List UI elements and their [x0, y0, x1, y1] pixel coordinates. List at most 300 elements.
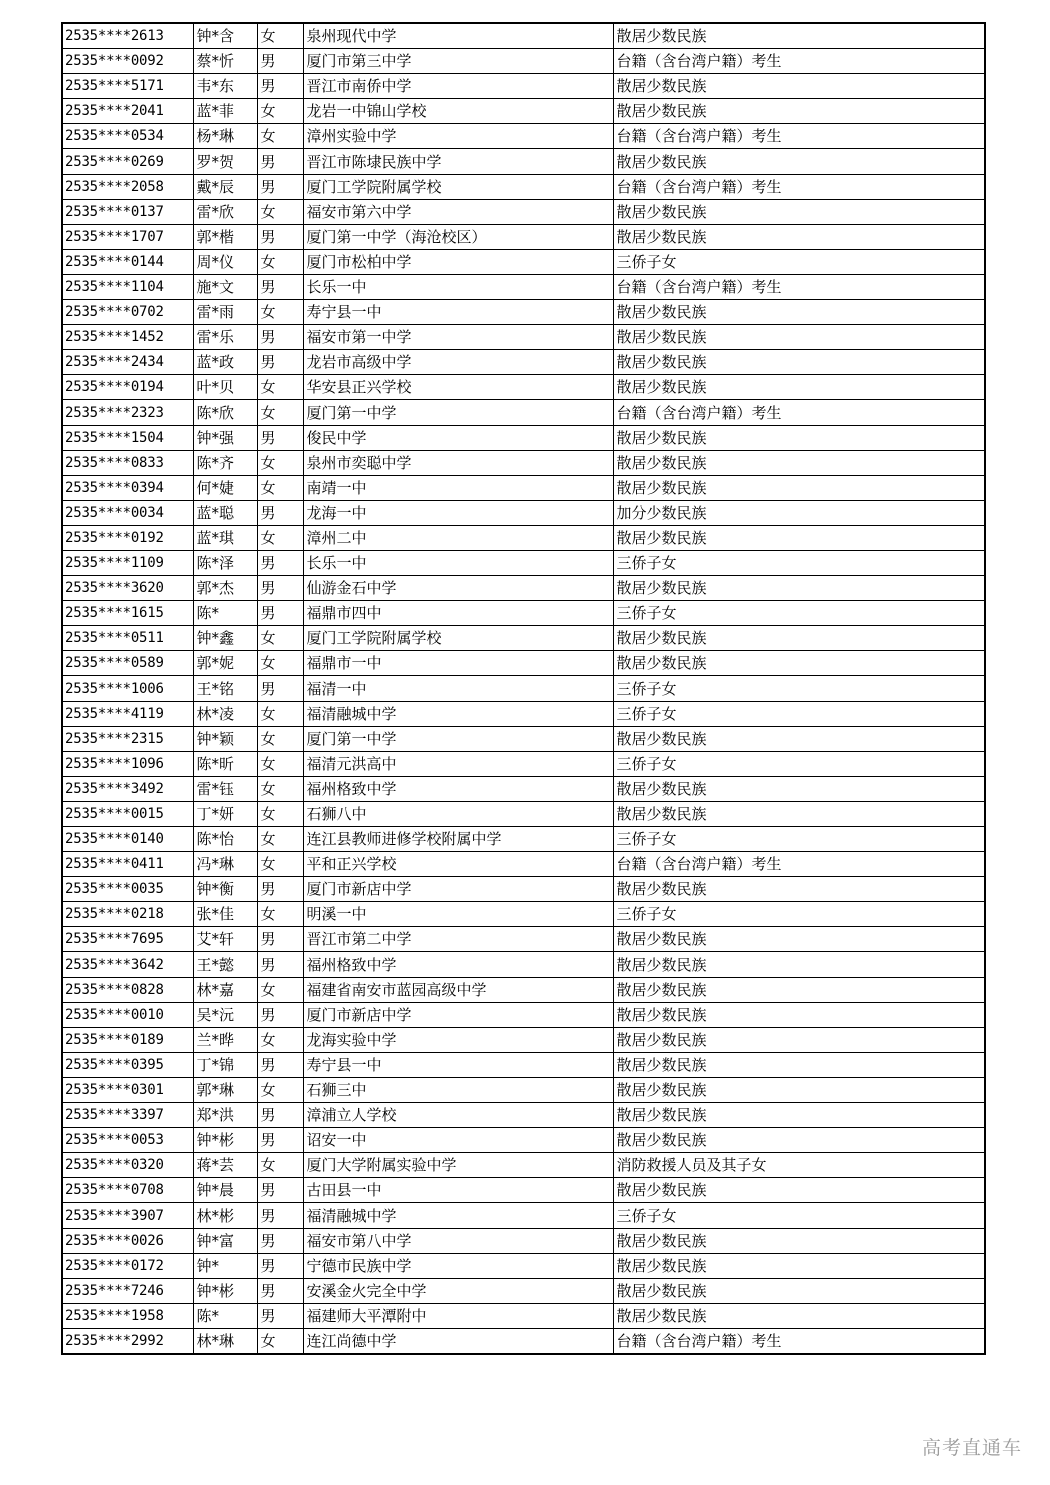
candidate-category: 散居少数民族	[613, 1278, 985, 1303]
candidate-gender: 女	[257, 124, 303, 149]
table-row	[62, 124, 985, 149]
candidate-name: 陈*欣	[193, 400, 257, 425]
table-row	[62, 1203, 985, 1228]
candidate-school: 厦门市松柏中学	[303, 249, 613, 274]
candidate-gender: 女	[257, 801, 303, 826]
candidate-name: 王*懿	[193, 952, 257, 977]
candidate-school: 福清融城中学	[303, 1203, 613, 1228]
candidate-school: 石狮三中	[303, 1077, 613, 1102]
candidate-school: 明溪一中	[303, 902, 613, 927]
table-row	[62, 325, 985, 350]
candidate-name: 林*嘉	[193, 977, 257, 1002]
candidate-school: 福清一中	[303, 676, 613, 701]
candidate-id: 2535****2058	[62, 174, 193, 199]
candidate-gender: 男	[257, 1103, 303, 1128]
table-row	[62, 1002, 985, 1027]
table-row	[62, 877, 985, 902]
table-row	[62, 1128, 985, 1153]
candidate-category: 散居少数民族	[613, 350, 985, 375]
candidate-name: 郑*洪	[193, 1103, 257, 1128]
candidate-gender: 男	[257, 601, 303, 626]
candidate-name: 艾*轩	[193, 927, 257, 952]
candidate-gender: 女	[257, 450, 303, 475]
candidate-school: 连江县教师进修学校附属中学	[303, 827, 613, 852]
candidate-gender: 男	[257, 1002, 303, 1027]
candidate-school: 福州格致中学	[303, 776, 613, 801]
table-row	[62, 1253, 985, 1278]
candidate-name: 陈*齐	[193, 450, 257, 475]
candidate-name: 张*佳	[193, 902, 257, 927]
candidate-gender: 女	[257, 726, 303, 751]
candidate-id: 2535****1707	[62, 224, 193, 249]
table-row	[62, 726, 985, 751]
candidate-id: 2535****0172	[62, 1253, 193, 1278]
candidate-id: 2535****0140	[62, 827, 193, 852]
candidate-school: 厦门第一中学（海沧校区）	[303, 224, 613, 249]
candidate-category: 台籍（含台湾户籍）考生	[613, 174, 985, 199]
candidate-gender: 男	[257, 174, 303, 199]
candidate-category: 散居少数民族	[613, 300, 985, 325]
candidate-id: 2535****0589	[62, 651, 193, 676]
candidate-category: 散居少数民族	[613, 1052, 985, 1077]
candidate-id: 2535****3620	[62, 576, 193, 601]
candidate-id: 2535****0035	[62, 877, 193, 902]
candidate-school: 厦门市第三中学	[303, 49, 613, 74]
candidate-gender: 男	[257, 1253, 303, 1278]
table-row	[62, 1077, 985, 1102]
candidate-school: 长乐一中	[303, 550, 613, 575]
candidate-name: 郭*妮	[193, 651, 257, 676]
candidate-school: 龙海实验中学	[303, 1027, 613, 1052]
table-row	[62, 1228, 985, 1253]
candidate-school: 厦门工学院附属学校	[303, 626, 613, 651]
candidate-category: 散居少数民族	[613, 525, 985, 550]
table-row	[62, 776, 985, 801]
candidate-id: 2535****0320	[62, 1153, 193, 1178]
candidate-category: 散居少数民族	[613, 927, 985, 952]
candidate-gender: 女	[257, 99, 303, 124]
candidate-gender: 女	[257, 249, 303, 274]
candidate-category: 散居少数民族	[613, 977, 985, 1002]
candidate-name: 蒋*芸	[193, 1153, 257, 1178]
table-row	[62, 601, 985, 626]
candidate-gender: 男	[257, 676, 303, 701]
candidate-school: 宁德市民族中学	[303, 1253, 613, 1278]
table-row	[62, 274, 985, 299]
candidate-gender: 男	[257, 877, 303, 902]
candidate-id: 2535****2992	[62, 1328, 193, 1354]
candidate-category: 散居少数民族	[613, 1002, 985, 1027]
candidate-school: 俊民中学	[303, 425, 613, 450]
candidate-id: 2535****0194	[62, 375, 193, 400]
candidate-school: 厦门大学附属实验中学	[303, 1153, 613, 1178]
table-row	[62, 1052, 985, 1077]
candidate-gender: 女	[257, 1027, 303, 1052]
candidate-gender: 男	[257, 1178, 303, 1203]
candidate-id: 2535****0301	[62, 1077, 193, 1102]
candidate-category: 三侨子女	[613, 676, 985, 701]
candidate-category: 三侨子女	[613, 1203, 985, 1228]
candidate-name: 雷*欣	[193, 199, 257, 224]
candidate-category: 台籍（含台湾户籍）考生	[613, 852, 985, 877]
candidate-name: 林*琳	[193, 1328, 257, 1354]
candidate-category: 散居少数民族	[613, 776, 985, 801]
candidate-gender: 女	[257, 300, 303, 325]
candidate-name: 蓝*聪	[193, 500, 257, 525]
candidate-category: 散居少数民族	[613, 149, 985, 174]
table-row	[62, 199, 985, 224]
candidate-gender: 男	[257, 500, 303, 525]
candidate-id: 2535****3642	[62, 952, 193, 977]
candidate-id: 2535****2315	[62, 726, 193, 751]
candidate-id: 2535****0828	[62, 977, 193, 1002]
candidate-category: 散居少数民族	[613, 651, 985, 676]
candidate-id: 2535****0010	[62, 1002, 193, 1027]
table-row	[62, 23, 985, 49]
candidate-id: 2535****0708	[62, 1178, 193, 1203]
candidate-id: 2535****0395	[62, 1052, 193, 1077]
candidate-school: 诏安一中	[303, 1128, 613, 1153]
candidate-id: 2535****0534	[62, 124, 193, 149]
candidate-gender: 女	[257, 751, 303, 776]
candidate-category: 三侨子女	[613, 601, 985, 626]
candidate-school: 安溪金火完全中学	[303, 1278, 613, 1303]
candidate-school: 福鼎市一中	[303, 651, 613, 676]
candidate-name: 雷*钰	[193, 776, 257, 801]
candidate-name: 兰*晔	[193, 1027, 257, 1052]
candidate-gender: 男	[257, 74, 303, 99]
candidate-gender: 男	[257, 325, 303, 350]
candidate-school: 长乐一中	[303, 274, 613, 299]
candidate-name: 林*彬	[193, 1203, 257, 1228]
candidate-school: 晋江市南侨中学	[303, 74, 613, 99]
candidate-gender: 男	[257, 1228, 303, 1253]
candidate-school: 漳州二中	[303, 525, 613, 550]
candidate-name: 蓝*琪	[193, 525, 257, 550]
candidate-name: 蓝*菲	[193, 99, 257, 124]
candidate-category: 台籍（含台湾户籍）考生	[613, 274, 985, 299]
candidate-name: 陈*	[193, 601, 257, 626]
candidate-name: 陈*怡	[193, 827, 257, 852]
candidate-id: 2535****0034	[62, 500, 193, 525]
candidate-category: 散居少数民族	[613, 1253, 985, 1278]
candidate-table	[61, 22, 986, 1355]
table-row	[62, 1303, 985, 1328]
candidate-id: 2535****0833	[62, 450, 193, 475]
table-row	[62, 701, 985, 726]
candidate-school: 古田县一中	[303, 1178, 613, 1203]
candidate-gender: 男	[257, 149, 303, 174]
candidate-id: 2535****4119	[62, 701, 193, 726]
candidate-id: 2535****1958	[62, 1303, 193, 1328]
candidate-id: 2535****0411	[62, 852, 193, 877]
candidate-category: 三侨子女	[613, 249, 985, 274]
candidate-category: 散居少数民族	[613, 1027, 985, 1052]
candidate-school: 厦门第一中学	[303, 726, 613, 751]
candidate-category: 散居少数民族	[613, 450, 985, 475]
candidate-category: 消防救援人员及其子女	[613, 1153, 985, 1178]
table-row	[62, 224, 985, 249]
candidate-gender: 女	[257, 902, 303, 927]
candidate-name: 钟*晨	[193, 1178, 257, 1203]
candidate-school: 龙岩市高级中学	[303, 350, 613, 375]
candidate-gender: 男	[257, 350, 303, 375]
candidate-gender: 男	[257, 952, 303, 977]
table-row	[62, 400, 985, 425]
candidate-category: 台籍（含台湾户籍）考生	[613, 400, 985, 425]
candidate-id: 2535****0144	[62, 249, 193, 274]
candidate-name: 钟*	[193, 1253, 257, 1278]
candidate-gender: 女	[257, 375, 303, 400]
candidate-category: 台籍（含台湾户籍）考生	[613, 49, 985, 74]
candidate-school: 厦门第一中学	[303, 400, 613, 425]
candidate-gender: 男	[257, 49, 303, 74]
candidate-category: 散居少数民族	[613, 877, 985, 902]
candidate-category: 散居少数民族	[613, 375, 985, 400]
candidate-id: 2535****1109	[62, 550, 193, 575]
table-row	[62, 651, 985, 676]
candidate-id: 2535****0015	[62, 801, 193, 826]
table-row	[62, 550, 985, 575]
candidate-school: 仙游金石中学	[303, 576, 613, 601]
candidate-gender: 女	[257, 701, 303, 726]
table-row	[62, 1103, 985, 1128]
table-row	[62, 1153, 985, 1178]
candidate-school: 福清融城中学	[303, 701, 613, 726]
candidate-name: 蔡*忻	[193, 49, 257, 74]
candidate-category: 散居少数民族	[613, 576, 985, 601]
candidate-name: 陈*泽	[193, 550, 257, 575]
candidate-name: 施*文	[193, 274, 257, 299]
candidate-category: 三侨子女	[613, 827, 985, 852]
table-row	[62, 852, 985, 877]
candidate-school: 福清元洪高中	[303, 751, 613, 776]
candidate-gender: 女	[257, 475, 303, 500]
candidate-name: 郭*楷	[193, 224, 257, 249]
table-row	[62, 751, 985, 776]
candidate-school: 厦门市新店中学	[303, 1002, 613, 1027]
candidate-gender: 男	[257, 425, 303, 450]
candidate-id: 2535****3907	[62, 1203, 193, 1228]
table-row	[62, 174, 985, 199]
candidate-category: 散居少数民族	[613, 1077, 985, 1102]
candidate-gender: 男	[257, 1303, 303, 1328]
candidate-school: 南靖一中	[303, 475, 613, 500]
table-row	[62, 500, 985, 525]
candidate-gender: 男	[257, 1203, 303, 1228]
candidate-gender: 女	[257, 199, 303, 224]
candidate-id: 2535****0092	[62, 49, 193, 74]
candidate-name: 钟*彬	[193, 1278, 257, 1303]
candidate-school: 华安县正兴学校	[303, 375, 613, 400]
candidate-school: 厦门工学院附属学校	[303, 174, 613, 199]
candidate-category: 散居少数民族	[613, 1128, 985, 1153]
candidate-name: 林*凌	[193, 701, 257, 726]
candidate-school: 福建省南安市蓝园高级中学	[303, 977, 613, 1002]
candidate-table-body	[62, 23, 985, 1354]
table-row	[62, 801, 985, 826]
candidate-school: 厦门市新店中学	[303, 877, 613, 902]
candidate-gender: 女	[257, 651, 303, 676]
table-row	[62, 1178, 985, 1203]
candidate-id: 2535****1006	[62, 676, 193, 701]
candidate-id: 2535****0702	[62, 300, 193, 325]
table-row	[62, 576, 985, 601]
candidate-gender: 男	[257, 927, 303, 952]
candidate-name: 蓝*政	[193, 350, 257, 375]
table-row	[62, 977, 985, 1002]
table-row	[62, 425, 985, 450]
candidate-name: 陈*	[193, 1303, 257, 1328]
candidate-id: 2535****2434	[62, 350, 193, 375]
table-row	[62, 1278, 985, 1303]
candidate-id: 2535****0189	[62, 1027, 193, 1052]
candidate-gender: 男	[257, 224, 303, 249]
candidate-gender: 女	[257, 400, 303, 425]
candidate-gender: 男	[257, 1278, 303, 1303]
candidate-category: 散居少数民族	[613, 1103, 985, 1128]
table-row	[62, 902, 985, 927]
candidate-school: 福安市第六中学	[303, 199, 613, 224]
candidate-category: 加分少数民族	[613, 500, 985, 525]
candidate-id: 2535****2041	[62, 99, 193, 124]
candidate-category: 散居少数民族	[613, 325, 985, 350]
candidate-name: 吴*沅	[193, 1002, 257, 1027]
candidate-id: 2535****2613	[62, 23, 193, 49]
candidate-name: 钟*鑫	[193, 626, 257, 651]
candidate-name: 戴*辰	[193, 174, 257, 199]
candidate-name: 罗*贺	[193, 149, 257, 174]
candidate-name: 王*铭	[193, 676, 257, 701]
candidate-school: 连江尚德中学	[303, 1328, 613, 1354]
candidate-category: 三侨子女	[613, 701, 985, 726]
candidate-category: 三侨子女	[613, 550, 985, 575]
candidate-gender: 男	[257, 576, 303, 601]
candidate-category: 散居少数民族	[613, 199, 985, 224]
candidate-id: 2535****1615	[62, 601, 193, 626]
candidate-gender: 女	[257, 776, 303, 801]
candidate-school: 晋江市第二中学	[303, 927, 613, 952]
candidate-category: 散居少数民族	[613, 425, 985, 450]
table-row	[62, 525, 985, 550]
candidate-category: 散居少数民族	[613, 74, 985, 99]
candidate-school: 石狮八中	[303, 801, 613, 826]
candidate-id: 2535****0218	[62, 902, 193, 927]
candidate-category: 散居少数民族	[613, 475, 985, 500]
candidate-gender: 女	[257, 626, 303, 651]
candidate-school: 龙岩一中锦山学校	[303, 99, 613, 124]
table-row	[62, 450, 985, 475]
table-row	[62, 99, 985, 124]
table-row	[62, 149, 985, 174]
candidate-id: 2535****3397	[62, 1103, 193, 1128]
candidate-school: 泉州现代中学	[303, 23, 613, 49]
table-row	[62, 952, 985, 977]
candidate-category: 散居少数民族	[613, 726, 985, 751]
candidate-name: 钟*富	[193, 1228, 257, 1253]
candidate-gender: 男	[257, 1052, 303, 1077]
candidate-id: 2535****1504	[62, 425, 193, 450]
table-row	[62, 49, 985, 74]
watermark-text: 高考直通车	[921, 1437, 1022, 1459]
candidate-category: 台籍（含台湾户籍）考生	[613, 124, 985, 149]
candidate-school: 寿宁县一中	[303, 1052, 613, 1077]
candidate-school: 漳浦立人学校	[303, 1103, 613, 1128]
candidate-category: 散居少数民族	[613, 952, 985, 977]
candidate-school: 漳州实验中学	[303, 124, 613, 149]
candidate-school: 福安市第八中学	[303, 1228, 613, 1253]
candidate-name: 陈*昕	[193, 751, 257, 776]
candidate-name: 叶*贝	[193, 375, 257, 400]
candidate-gender: 男	[257, 274, 303, 299]
candidate-id: 2535****1104	[62, 274, 193, 299]
candidate-school: 福州格致中学	[303, 952, 613, 977]
table-row	[62, 676, 985, 701]
candidate-name: 何*婕	[193, 475, 257, 500]
candidate-school: 晋江市陈埭民族中学	[303, 149, 613, 174]
candidate-id: 2535****1452	[62, 325, 193, 350]
candidate-category: 散居少数民族	[613, 99, 985, 124]
candidate-name: 丁*妍	[193, 801, 257, 826]
candidate-name: 郭*琳	[193, 1077, 257, 1102]
candidate-id: 2535****0269	[62, 149, 193, 174]
candidate-category: 散居少数民族	[613, 1178, 985, 1203]
candidate-id: 2535****0137	[62, 199, 193, 224]
table-row	[62, 626, 985, 651]
table-row	[62, 827, 985, 852]
table-row	[62, 1328, 985, 1354]
candidate-name: 钟*强	[193, 425, 257, 450]
table-row	[62, 350, 985, 375]
candidate-name: 郭*杰	[193, 576, 257, 601]
table-row	[62, 300, 985, 325]
table-row	[62, 1027, 985, 1052]
candidate-school: 泉州市奕聪中学	[303, 450, 613, 475]
candidate-id: 2535****2323	[62, 400, 193, 425]
table-row	[62, 475, 985, 500]
candidate-name: 钟*彬	[193, 1128, 257, 1153]
candidate-id: 2535****0511	[62, 626, 193, 651]
candidate-gender: 女	[257, 852, 303, 877]
candidate-id: 2535****7695	[62, 927, 193, 952]
candidate-school: 平和正兴学校	[303, 852, 613, 877]
candidate-school: 福鼎市四中	[303, 601, 613, 626]
candidate-id: 2535****5171	[62, 74, 193, 99]
candidate-category: 台籍（含台湾户籍）考生	[613, 1328, 985, 1354]
candidate-school: 龙海一中	[303, 500, 613, 525]
candidate-category: 三侨子女	[613, 751, 985, 776]
table-row	[62, 249, 985, 274]
candidate-id: 2535****0053	[62, 1128, 193, 1153]
candidate-category: 散居少数民族	[613, 1228, 985, 1253]
candidate-name: 韦*东	[193, 74, 257, 99]
candidate-id: 2535****1096	[62, 751, 193, 776]
candidate-name: 钟*含	[193, 23, 257, 49]
candidate-name: 丁*锦	[193, 1052, 257, 1077]
candidate-category: 三侨子女	[613, 902, 985, 927]
candidate-gender: 男	[257, 550, 303, 575]
table-row	[62, 74, 985, 99]
candidate-gender: 女	[257, 1153, 303, 1178]
candidate-category: 散居少数民族	[613, 23, 985, 49]
candidate-name: 周*仪	[193, 249, 257, 274]
candidate-id: 2535****7246	[62, 1278, 193, 1303]
candidate-school: 福安市第一中学	[303, 325, 613, 350]
candidate-category: 散居少数民族	[613, 626, 985, 651]
candidate-name: 冯*琳	[193, 852, 257, 877]
candidate-gender: 女	[257, 977, 303, 1002]
candidate-category: 散居少数民族	[613, 801, 985, 826]
